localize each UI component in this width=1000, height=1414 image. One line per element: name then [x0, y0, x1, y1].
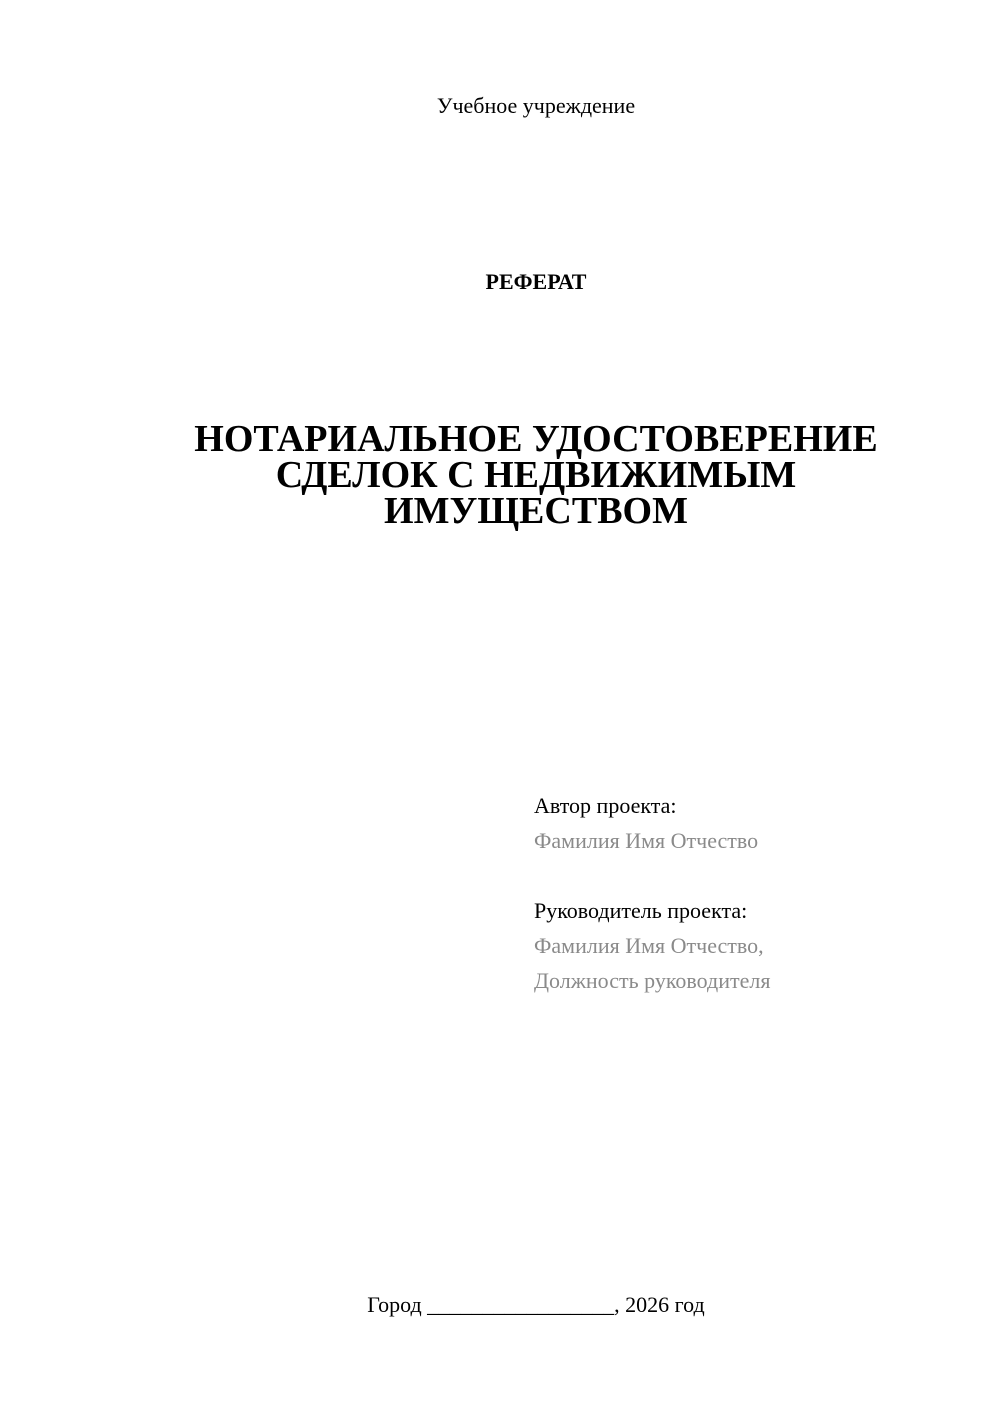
document-title-line: СДЕЛОК С НЕДВИЖИМЫМ [275, 454, 797, 496]
document-title [0, 418, 1000, 532]
author-label: Автор проекта: [534, 793, 677, 818]
institution-name: Учебное учреждение [436, 93, 636, 118]
supervisor-label: Руководитель проекта: [534, 898, 748, 923]
document-title-line: НОТАРИАЛЬНОЕ УДОСТОВЕРЕНИЕ [194, 418, 878, 460]
document-title-line: ИМУЩЕСТВОМ [384, 490, 688, 532]
city-year-line: Город _________________, 2026 год [367, 1292, 705, 1317]
spacer [534, 858, 964, 893]
supervisor-name: Фамилия Имя Отчество, [534, 933, 764, 958]
supervisor-position: Должность руководителя [534, 968, 771, 993]
author-name: Фамилия Имя Отчество [534, 828, 759, 853]
document-type-label: РЕФЕРАТ [485, 269, 587, 294]
project-info-block [534, 788, 964, 998]
